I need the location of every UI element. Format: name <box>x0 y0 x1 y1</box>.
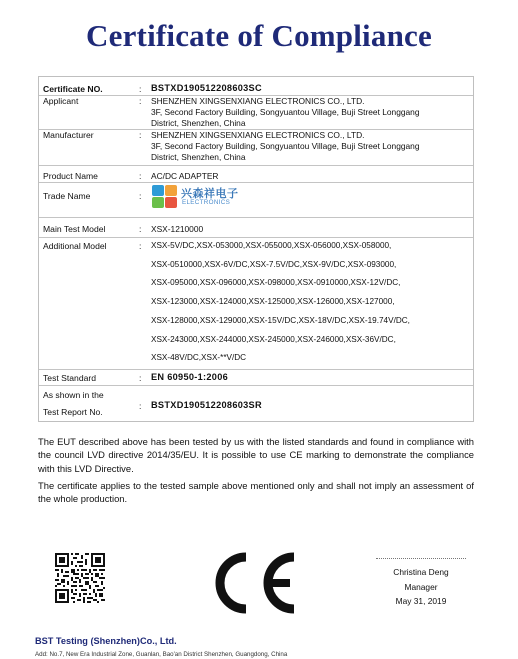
additional-model-list <box>151 237 473 368</box>
cert-no-value: BSTXD190512208603SC <box>151 83 262 93</box>
trade-name-label: Trade Name <box>43 191 91 201</box>
colon: : <box>139 241 142 251</box>
model-line: XSX-0510000,XSX-6V/DC,XSX-7.5V/DC,XSX-9V/DC,XSX-093000, <box>151 259 397 269</box>
logo-english-text: ELECTRONICS <box>182 199 231 206</box>
cert-no-label: Certificate NO. <box>43 84 103 94</box>
colon: : <box>139 96 142 106</box>
colon: : <box>139 224 142 234</box>
manufacturer-line-3: District, Shenzhen, China <box>151 152 246 162</box>
model-line: XSX-5V/DC,XSX-053000,XSX-055000,XSX-056000,XSX-058000, <box>151 241 392 250</box>
applicant-line-3: District, Shenzhen, China <box>151 118 246 128</box>
product-name-value: AC/DC ADAPTER <box>151 171 219 181</box>
signature-date: May 31, 2019 <box>395 596 447 606</box>
certificate-details-table <box>38 76 474 422</box>
product-name-label: Product Name <box>43 171 98 181</box>
manufacturer-line-2: 3F, Second Factory Building, Songyuantou Village, Buji Street Longgang <box>151 141 420 151</box>
additional-model-label: Additional Model <box>43 241 107 251</box>
main-model-value: XSX-1210000 <box>151 224 204 234</box>
signatory-role: Manager <box>404 582 438 592</box>
colon: : <box>139 130 142 140</box>
signatory-name: Christina Deng <box>393 567 449 577</box>
report-label-line-1: As shown in the <box>43 390 104 400</box>
colon: : <box>139 373 142 383</box>
model-line: XSX-128000,XSX-129000,XSX-15V/DC,XSX-18V/DC,XSX-19.74V/DC, <box>151 315 410 325</box>
colon: : <box>139 171 142 181</box>
colon: : <box>139 191 142 201</box>
colon: : <box>139 401 142 411</box>
company-logo-icon <box>151 184 239 212</box>
model-line: XSX-095000,XSX-096000,XSX-098000,XSX-0910000,XSX-12V/DC, <box>151 278 401 288</box>
divider <box>39 165 473 166</box>
test-standard-label: Test Standard <box>43 373 97 383</box>
compliance-paragraph: The EUT described above has been tested by us with the listed standards and found in compliance with the council LVD directive 2014/35/EU. It is possible to use CE marking to demonstrate the compliance with this LVD Directive. <box>38 436 474 474</box>
model-line: XSX-123000,XSX-124000,XSX-125000,XSX-126000,XSX-127000, <box>151 297 395 307</box>
footer-address: Add: No.7, New Era Industrial Zone, Guanlan, Bao'an District Shenzhen, Guangdong, China <box>35 651 288 658</box>
main-model-label: Main Test Model <box>43 224 106 234</box>
manufacturer-label: Manufacturer <box>43 130 94 140</box>
test-standard-value: EN 60950-1:2006 <box>151 372 229 382</box>
applicant-line-1: SHENZHEN XINGSENXIANG ELECTRONICS CO., LTD. <box>151 96 365 106</box>
signature-line <box>376 558 466 559</box>
qr-code-icon <box>55 553 105 603</box>
ce-mark-icon <box>208 549 300 617</box>
divider <box>39 182 473 183</box>
manufacturer-line-1: SHENZHEN XINGSENXIANG ELECTRONICS CO., LTD. <box>151 130 365 140</box>
divider <box>39 385 473 386</box>
report-label-line-2: Test Report No. <box>43 407 103 417</box>
applicant-line-2: 3F, Second Factory Building, Songyuantou Village, Buji Street Longgang <box>151 107 420 117</box>
footer-company-name: BST Testing (Shenzhen)Co., Ltd. <box>35 636 177 646</box>
divider <box>39 369 473 370</box>
colon: : <box>139 84 142 94</box>
page-title: Certificate of Compliance <box>86 18 432 53</box>
scope-paragraph: The certificate applies to the tested sample above mentioned only and shall not imply an assessment of the whole production. <box>38 480 474 505</box>
report-no-value: BSTXD190512208603SR <box>151 400 262 410</box>
model-line: XSX-48V/DC,XSX-**V/DC <box>151 353 247 363</box>
divider <box>39 217 473 218</box>
logo-chinese-text: 兴森祥电子 <box>181 188 239 200</box>
model-line: XSX-243000,XSX-244000,XSX-245000,XSX-246000,XSX-36V/DC, <box>151 334 396 344</box>
applicant-label: Applicant <box>43 96 79 106</box>
